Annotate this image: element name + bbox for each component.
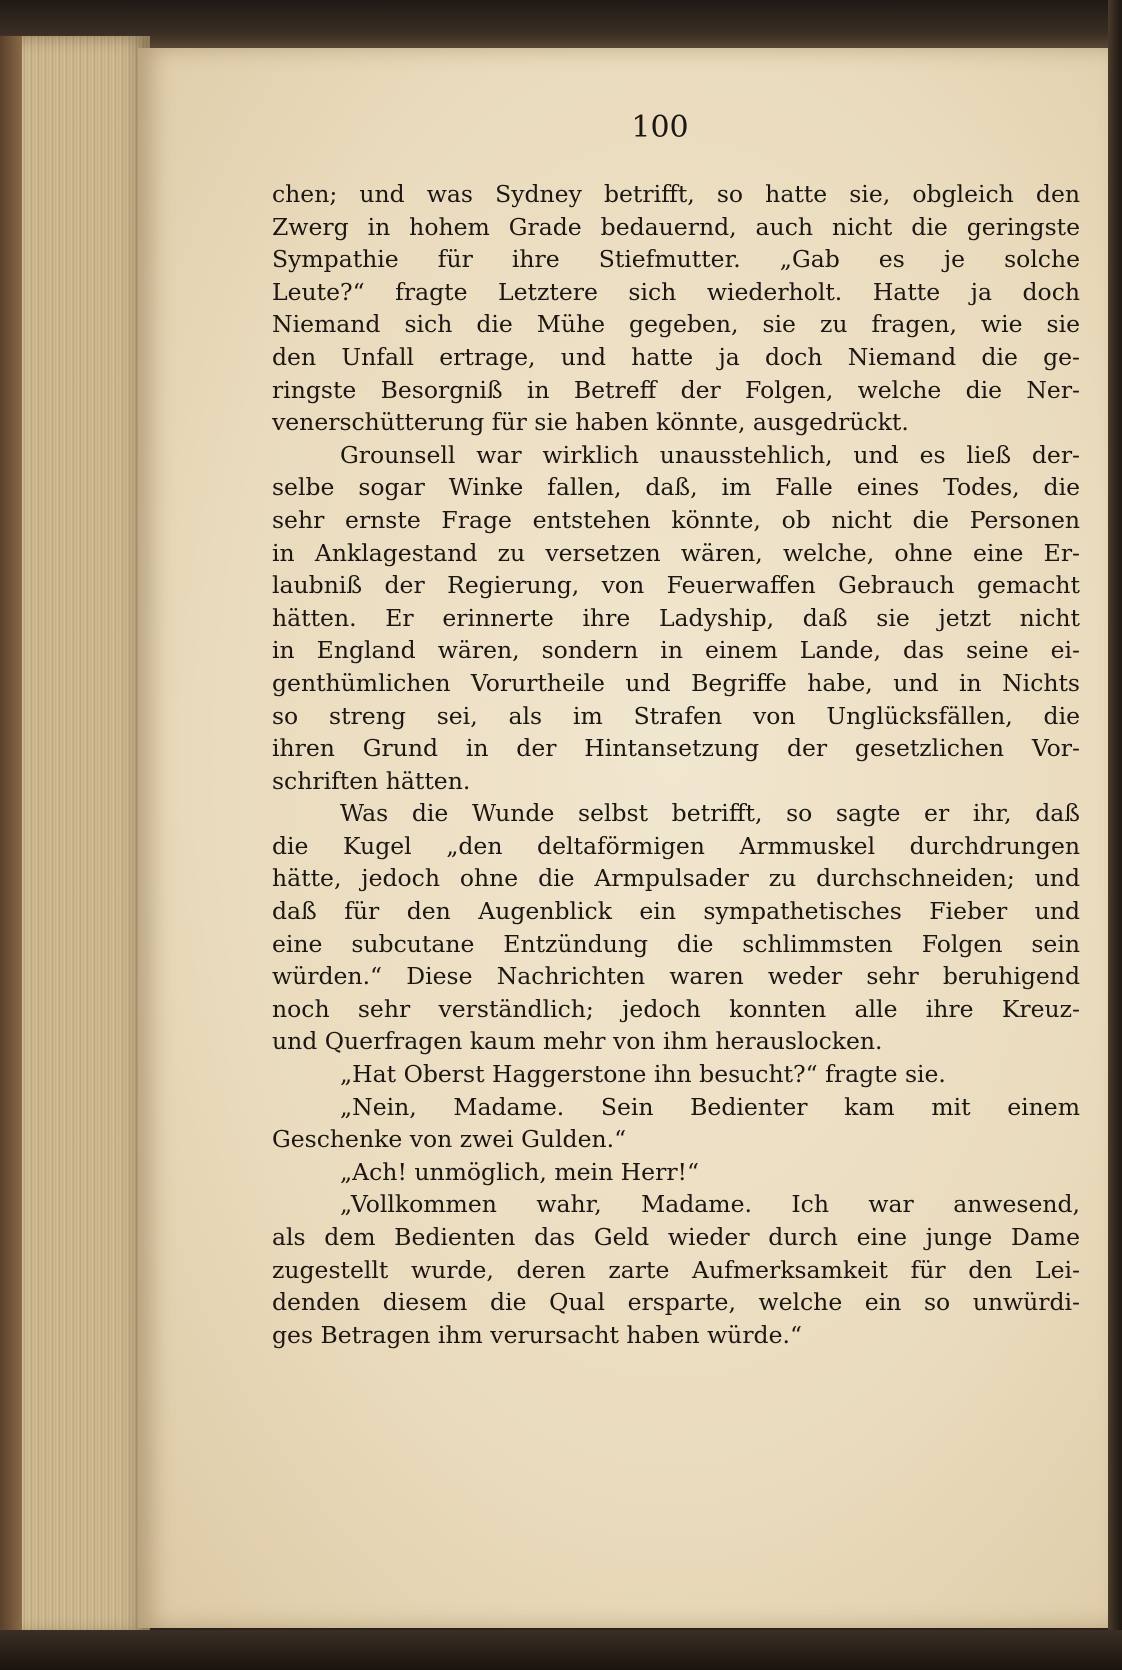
text-line: so streng sei, als im Strafen von Unglücksfällen, die — [272, 701, 1080, 730]
text-line: und Querfragen kaum mehr von ihm herauslocken. — [272, 1027, 883, 1056]
text-line: chen; und was Sydney betrifft, so hatte sie, obgleich den — [272, 180, 1080, 208]
text-line: Niemand sich die Mühe gegeben, sie zu fragen, wie sie — [272, 310, 1080, 339]
text-line: Zwerg in hohem Grade bedauernd, auch nicht die geringste — [272, 212, 1080, 241]
text-line: hätte, jedoch ohne die Armpulsader zu durchschneiden; und — [272, 864, 1080, 893]
text-line: sehr ernste Frage entstehen könnte, ob nicht die Personen — [272, 505, 1080, 534]
page-stack-edges — [0, 36, 150, 1636]
text-line: selbe sogar Winke fallen, daß, im Falle eines Todes, die — [272, 473, 1080, 502]
book-cover-right-edge — [1108, 0, 1122, 1670]
text-line: eine subcutane Entzündung die schlimmsten Folgen sein — [272, 929, 1080, 958]
page-text — [272, 178, 1080, 1351]
text-line: ringste Besorgniß in Betreff der Folgen, welche die Ner- — [272, 375, 1080, 404]
text-line: daß für den Augenblick ein sympathetisches Fieber und — [272, 897, 1080, 926]
book-page — [138, 48, 1108, 1628]
text-line: würden.“ Diese Nachrichten waren weder sehr beruhigend — [272, 962, 1080, 991]
text-line: in England wären, sondern in einem Lande, das seine ei- — [272, 636, 1080, 665]
text-line: in Anklagestand zu versetzen wären, welche, ohne eine Er- — [272, 538, 1080, 567]
text-line: ihren Grund in der Hintansetzung der gesetzlichen Vor- — [272, 734, 1080, 763]
text-line: Was die Wunde selbst betrifft, so sagte er ihr, daß — [340, 799, 1080, 828]
text-line: Sympathie für ihre Stiefmutter. „Gab es je solche — [272, 245, 1080, 274]
text-line: genthümlichen Vorurtheile und Begriffe habe, und in Nichts — [272, 668, 1080, 697]
text-line: hätten. Er erinnerte ihre Ladyship, daß sie jetzt nicht — [272, 603, 1080, 632]
page-number: 100 — [631, 110, 689, 145]
text-line: noch sehr verständlich; jedoch konnten alle ihre Kreuz- — [272, 994, 1080, 1023]
text-line: Leute?“ fragte Letztere sich wiederholt. Hatte ja doch — [272, 277, 1080, 306]
text-line: „Ach! unmöglich, mein Herr!“ — [340, 1157, 700, 1186]
text-line: die Kugel „den deltaförmigen Armmuskel durchdrungen — [272, 831, 1080, 860]
book-cover-top-edge — [0, 0, 1122, 48]
text-line: als dem Bedienten das Geld wieder durch eine junge Dame — [272, 1223, 1080, 1251]
text-line: laubniß der Regierung, von Feuerwaffen Gebrauch gemacht — [272, 571, 1080, 600]
text-line: Geschenke von zwei Gulden.“ — [272, 1125, 627, 1154]
text-line: ges Betragen ihm verursacht haben würde.“ — [272, 1320, 802, 1349]
text-line: „Hat Oberst Haggerstone ihn besucht?“ fragte sie. — [340, 1060, 946, 1089]
text-line: zugestellt wurde, deren zarte Aufmerksamkeit für den Lei- — [272, 1255, 1080, 1284]
text-line: venerschütterung für sie haben könnte, ausgedrückt. — [272, 408, 909, 437]
text-line: „Nein, Madame. Sein Bedienter kam mit einem — [340, 1092, 1080, 1121]
text-line: den Unfall ertrage, und hatte ja doch Niemand die ge- — [272, 342, 1080, 371]
text-line: Grounsell war wirklich unausstehlich, und es ließ der- — [340, 440, 1080, 469]
text-line: „Vollkommen wahr, Madame. Ich war anwesend, — [340, 1190, 1080, 1219]
text-line: schriften hätten. — [272, 766, 471, 795]
text-line: denden diesem die Qual ersparte, welche ein so unwürdi- — [272, 1288, 1080, 1317]
book-cover-bottom-edge — [0, 1630, 1122, 1670]
